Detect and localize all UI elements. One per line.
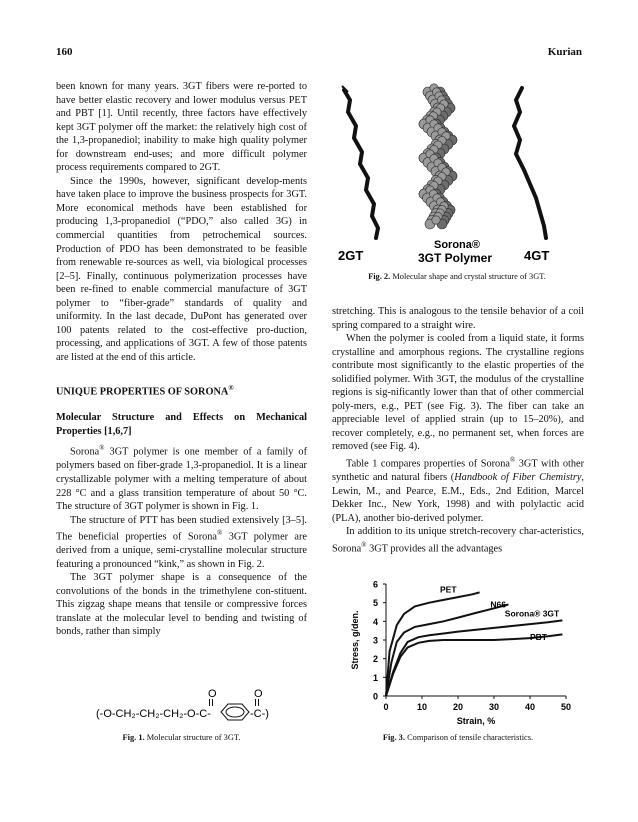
paragraph: Since the 1990s, however, significant develop-ments have taken place to improve the business prospects for 3GT. More economical methods have been established for producing 1,3-propanediol (“PDO,” also called 3G) in commercial quantities from petrochemical sources. Production of PDO has been demonstrated to be feasible from renewable re-sources as well, via biological processes [2–5]. Finally, continuous polymerization processes have been re-fined to enable commercial manufacture of 3GT polymer to “fiber-grade” standards of quality and uniformity. In the last decade, DuPont has generated over 100 patents related to the cost-effective pro-duction, processing, and applications of 3GT. A few of those patents are listed at the end of this article. <box>56 175 307 363</box>
label-4gt: 4GT <box>524 248 550 263</box>
sorona-3gt-chain <box>419 84 457 229</box>
carbonyl-oxygen-right: O <box>254 688 263 700</box>
x-tick-label: 10 <box>416 702 428 712</box>
y-tick-label: 2 <box>372 654 378 665</box>
label-sorona: Sorona® <box>434 239 480 251</box>
label-2gt: 2GT <box>338 248 364 263</box>
x-tick-label: 50 <box>560 702 572 712</box>
carbonyl-oxygen-left: O <box>208 688 217 700</box>
section-heading: UNIQUE PROPERTIES OF SORONA® <box>56 384 234 398</box>
series-label: PBT <box>530 632 547 642</box>
formula-right: -C-) <box>250 708 269 720</box>
series-line <box>386 592 480 696</box>
label-3gt-polymer: 3GT Polymer <box>418 251 493 265</box>
y-tick-label: 1 <box>372 672 378 683</box>
4gt-chain <box>514 88 546 238</box>
series-label: PET <box>440 584 457 595</box>
y-tick-label: 6 <box>372 579 378 590</box>
tensile-chart <box>340 578 580 728</box>
benzene-ring <box>221 704 249 720</box>
fig1-structure <box>96 686 296 726</box>
formula-left: (-O-CH₂-CH₂-CH₂-O-C- <box>96 708 211 720</box>
paragraph: been known for many years. 3GT fibers were re-ported to have better elastic recovery and lower modulus versus PET and PBT [1]. Until recently, three factors have effectively kept 3GT polymer off the market: the relatively high cost of the 1,3-propanediol; inability to make high quality polymer for downstream end-uses; and more difficult polymer process requirements compared to 2GT. <box>56 81 307 174</box>
series-line <box>386 634 562 696</box>
x-axis-label: Strain, % <box>456 716 496 726</box>
fig2-caption: Fig. 2. Molecular shape and crystal structure of 3GT. <box>368 272 546 281</box>
right-column <box>332 305 584 556</box>
series-label: N66 <box>490 599 506 610</box>
paragraph: stretching. This is analogous to the tensile behavior of a coil spring compared to a straight wire. <box>332 306 584 331</box>
2gt-chain <box>342 86 378 238</box>
atom-bead <box>432 216 440 224</box>
y-tick-label: 0 <box>372 691 378 702</box>
x-tick-label: 0 <box>383 702 389 712</box>
fig3-chart <box>340 578 580 728</box>
subheading: Molecular Structure and Effects on Mechanical Properties [1,6,7] <box>56 412 307 438</box>
paragraph: Sorona® 3GT polymer is one member of a family of polymers based on fiber-grade 1,3-propanediol. It is a linear crystallizable polymer with a melting temperature of about 228 °C and a glass transition temperature of about 50 °C. The structure of 3GT polymer is shown in Fig. 1. <box>56 444 307 513</box>
y-tick-label: 5 <box>372 598 378 609</box>
left-column <box>56 80 307 639</box>
series-label: Sorona® 3GT <box>504 608 560 619</box>
paragraph: In addition to its unique stretch-recovery char-acteristics, Sorona® 3GT provides all the advantages <box>332 526 584 555</box>
fig1-caption: Fig. 1. Molecular structure of 3GT. <box>122 733 241 742</box>
paragraph: The structure of PTT has been studied extensively [3–5]. The beneficial properties of Sorona® 3GT polymer are derived from a unique, semi-crystalline molecular structure featuring a pronounced “kink,” as shown in Fig. 2. <box>56 514 308 570</box>
fig3-caption: Fig. 3. Comparison of tensile characteristics. <box>382 733 534 742</box>
x-tick-label: 30 <box>488 702 500 712</box>
y-tick-label: 4 <box>372 616 378 627</box>
y-tick-label: 3 <box>372 635 378 646</box>
running-title: Kurian <box>547 46 582 58</box>
paragraph: Table 1 compares properties of Sorona® 3GT with other synthetic and natural fibers (Handbook of Fiber Chemistry, Lewin, M., and Pearce, E.M., Eds., 2nd Edition, Marcel Dekker Inc., New York, 1998) and with polylactic acid (PLA), another bio-derived polymer. <box>332 456 585 524</box>
y-axis-label: Stress, g/den. <box>350 610 360 670</box>
x-tick-label: 40 <box>524 702 536 712</box>
x-tick-label: 20 <box>452 702 464 712</box>
fig2-molecular-shapes <box>326 78 576 268</box>
page-number: 160 <box>56 46 73 58</box>
paragraph: The 3GT polymer shape is a consequence of the convolutions of the bonds in the trimethylene con-stituent. This zigzag shape means that tensile or compressive forces translate at the molecular level to bending and twisting of bonds, rather than simply <box>56 572 307 638</box>
paragraph: When the polymer is cooled from a liquid state, it forms crystalline and amorphous regions. The crystalline regions contribute most significantly to the elastic properties of the solidified polymer. With 3GT, the modulus of the crystalline regions is sig-nificantly lower than that of other commercial poly-mers, e.g., PET (see Fig. 3). The fiber can take an appreciable level of applied strain (up to 15–20%), and recover completely, e.g., no permanent set, when forces are removed (see Fig. 4). <box>332 333 584 453</box>
